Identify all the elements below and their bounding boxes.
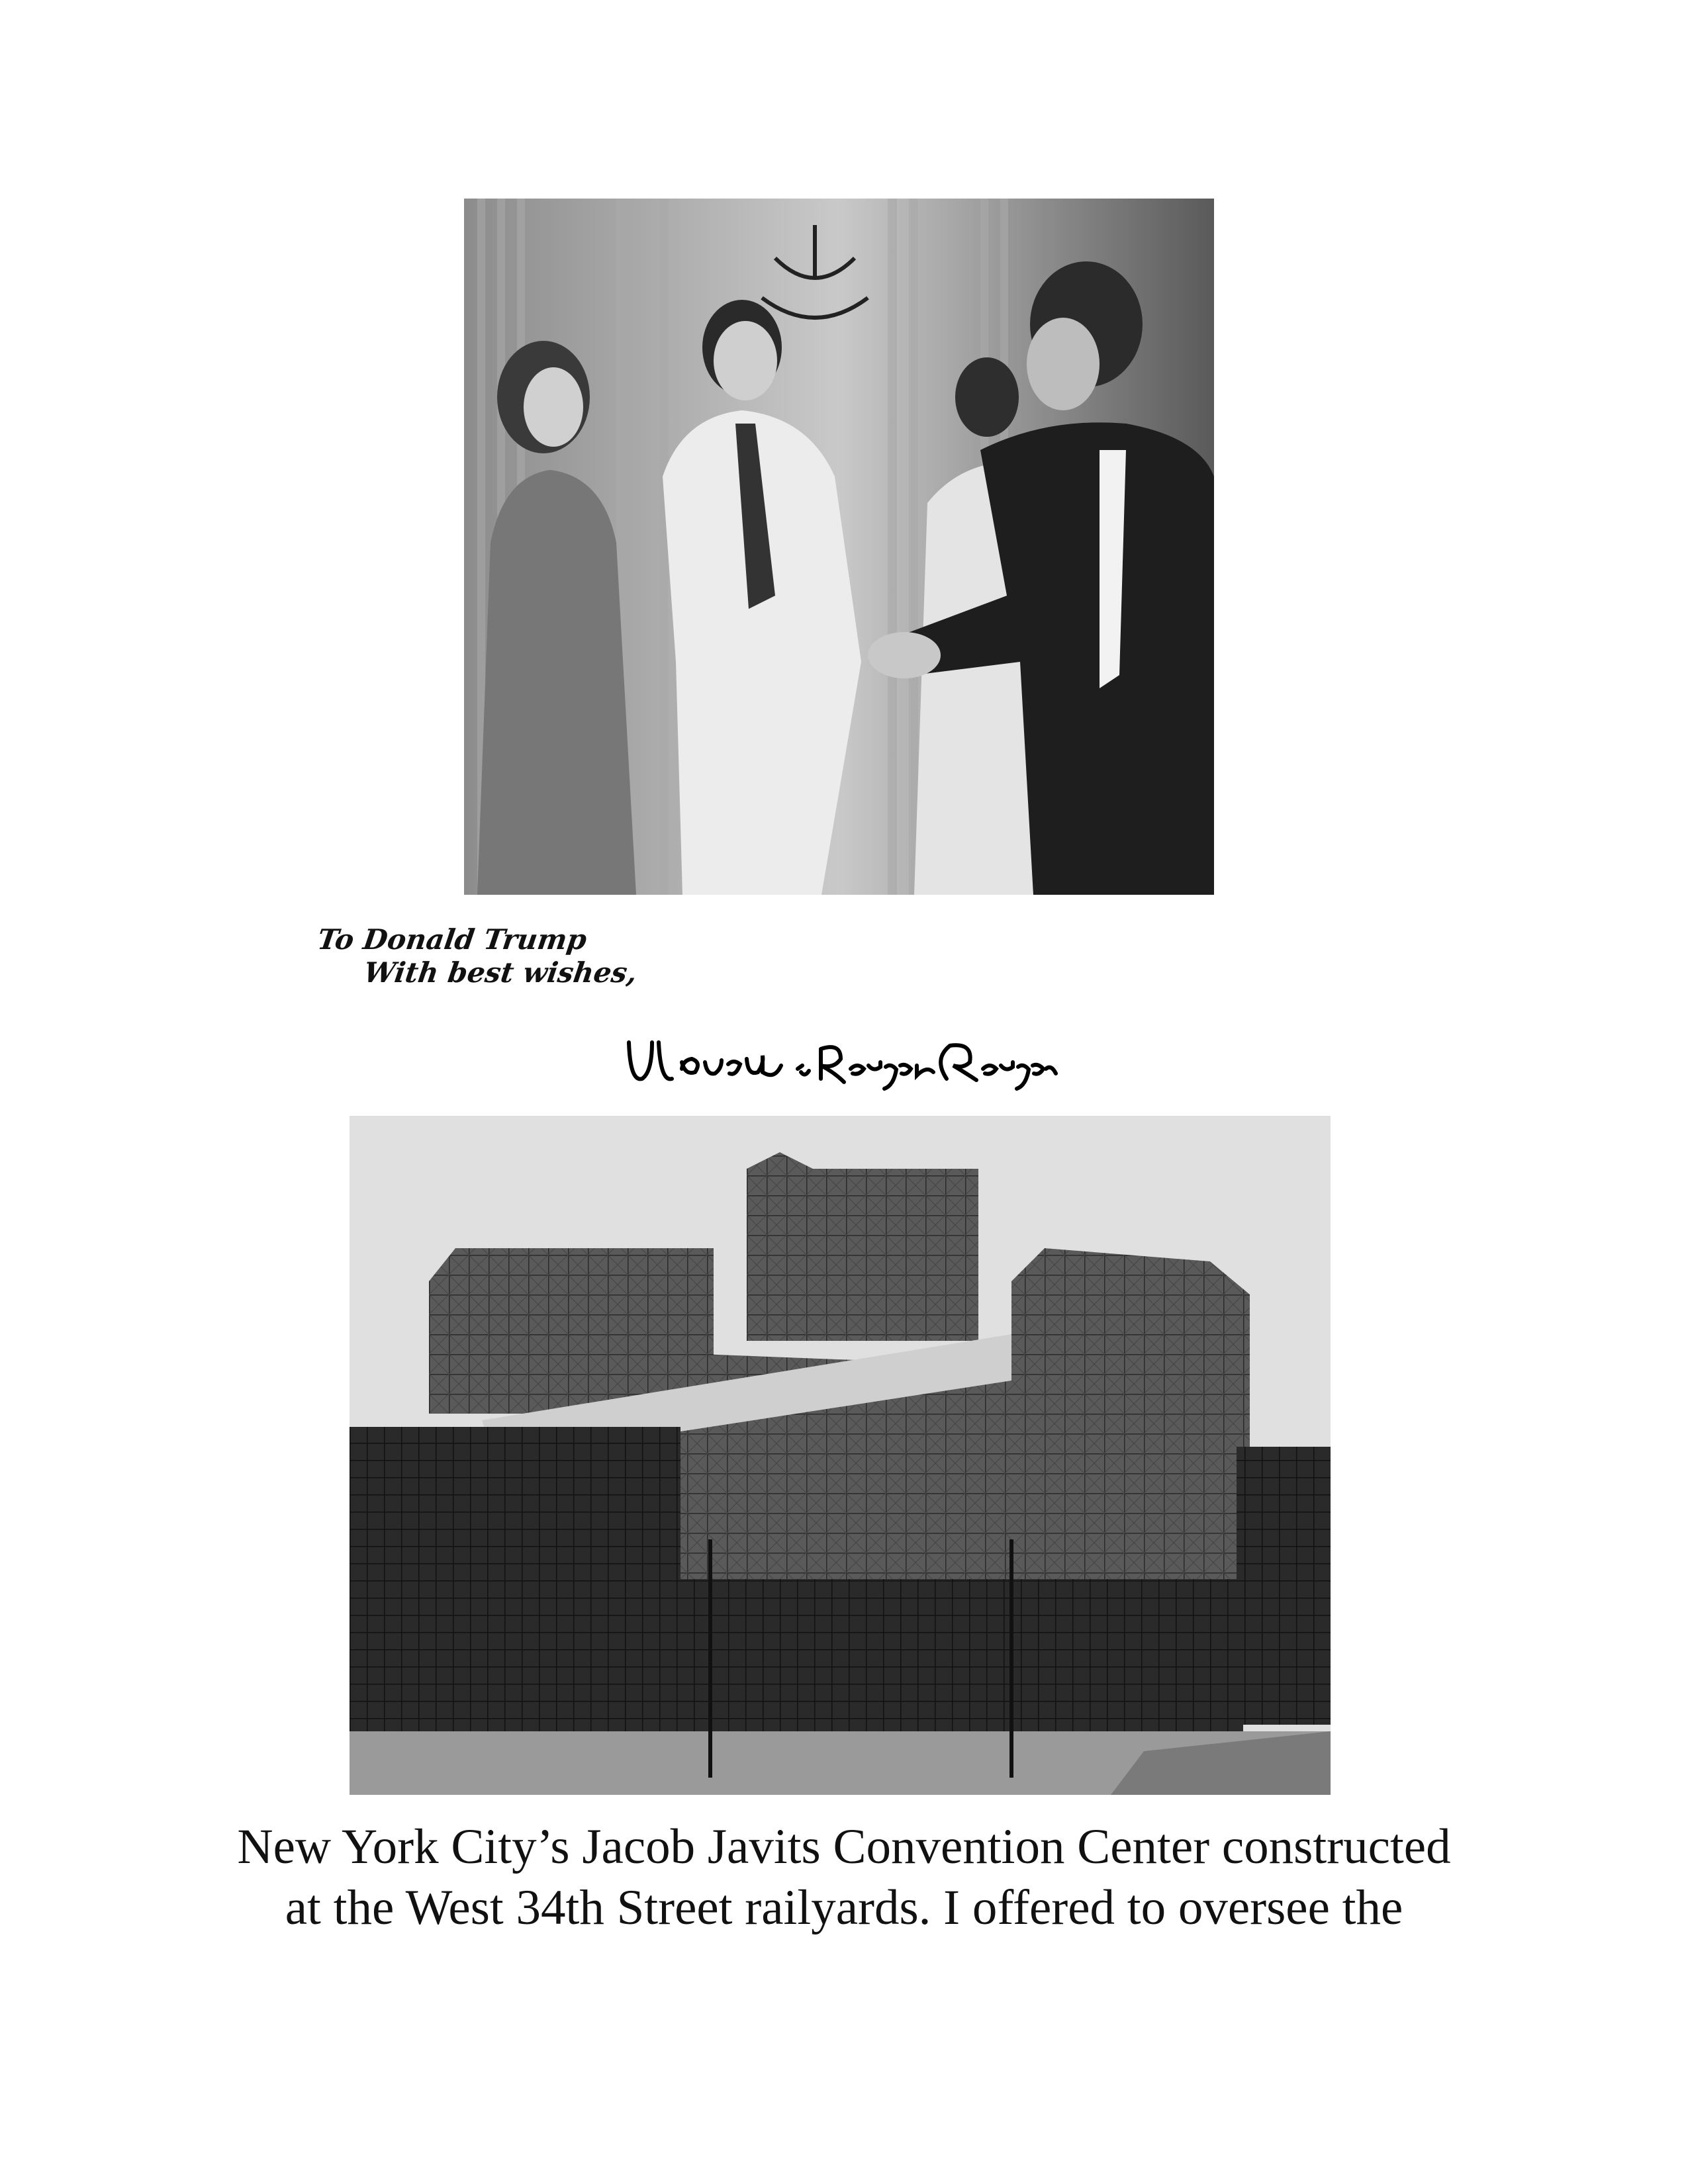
caption-line-1: New York City’s Jacob Javits Convention Center constructed xyxy=(237,1819,1451,1874)
signature xyxy=(622,1032,1059,1092)
inscription-line-1: To Donald Trump xyxy=(315,923,589,956)
inscription-line-2: With best wishes, xyxy=(361,956,639,989)
caption-line-2: at the West 34th Street railyards. I offered to oversee the xyxy=(285,1880,1403,1935)
caption xyxy=(132,1817,1556,1938)
convention-center-photo xyxy=(350,1116,1331,1795)
handshake-photo-graphic xyxy=(464,199,1214,895)
convention-center-graphic xyxy=(350,1116,1331,1795)
signature-graphic xyxy=(622,1032,1059,1092)
handshake-photo xyxy=(464,199,1214,895)
handwritten-inscription xyxy=(315,923,639,1016)
